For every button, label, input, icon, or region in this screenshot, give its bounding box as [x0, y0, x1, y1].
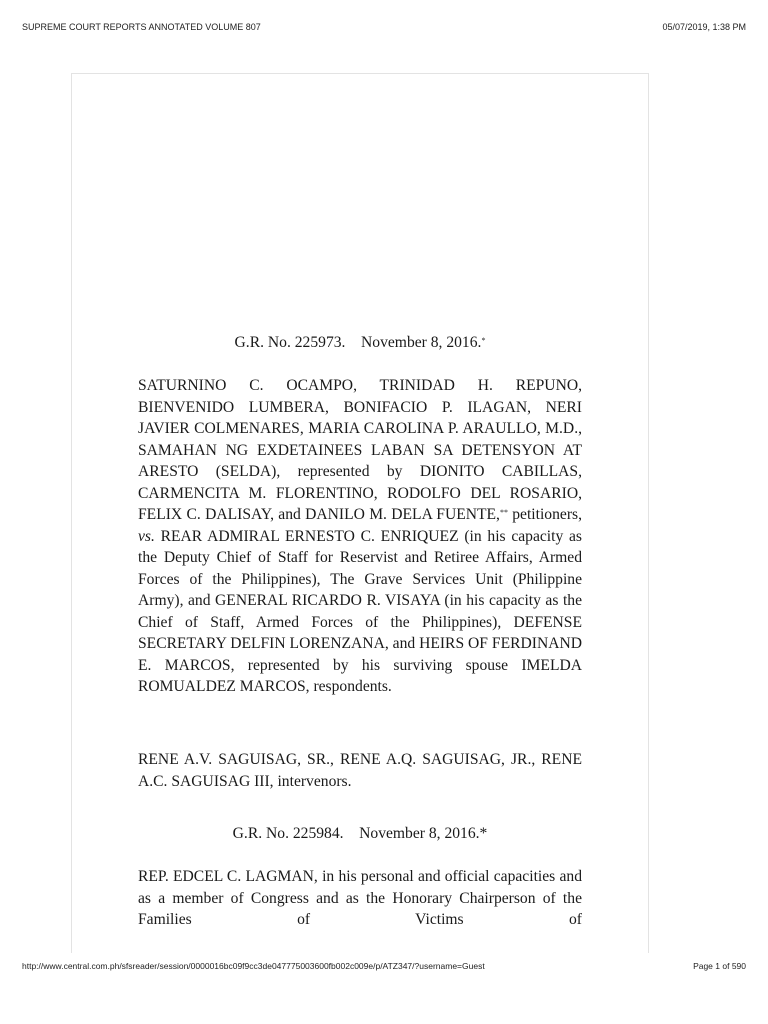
case-1-heading-text: G.R. No. 225973. November 8, 2016. — [234, 334, 482, 351]
case-1-parties-block — [138, 375, 586, 698]
print-header — [22, 22, 746, 36]
print-footer — [22, 961, 746, 975]
case-1-intervenors: RENE A.V. SAGUISAG, SR., RENE A.Q. SAGUISAG, JR., RENE A.C. SAGUISAG III, intervenors. — [138, 751, 582, 790]
case-1-petitioners: SATURNINO C. OCAMPO, TRINIDAD H. REPUNO, BIENVENIDO LUMBERA, BONIFACIO P. ILAGAN, NERI JAVIER COLMENARES, MARIA CAROLINA P. ARAULLO, M.D., SAMAHAN NG EXDETAINEES LABAN SA DETENSYON AT ARESTO (SELDA), represented by DIONITO CABILLAS, CARMENCITA M. FLORENTINO, RODOLFO DEL ROSARIO, FELIX C. DALISAY, and DANILO M. DELA FUENTE, — [138, 377, 582, 523]
print-footer-page-number: Page 1 of 590 — [693, 961, 746, 971]
case-2-parties-block — [138, 866, 582, 931]
case-1-parties — [138, 375, 586, 698]
case-1-parties-footnote-mark: ** — [499, 508, 508, 517]
print-header-title: SUPREME COURT REPORTS ANNOTATED VOLUME 807 — [22, 22, 261, 32]
case-2-parties: REP. EDCEL C. LAGMAN, in his personal and official capacities and as a member of Congress and as the Honorary Chairperson of the Families of Victims of — [138, 868, 582, 928]
case-1-intervenors-block — [138, 749, 582, 792]
case-2-heading: G.R. No. 225984. November 8, 2016.* — [232, 825, 488, 842]
case-1-respondents: REAR ADMIRAL ERNESTO C. ENRIQUEZ (in his capacity as the Deputy Chief of Staff for Reservist and Retiree Affairs, Armed Forces of the Philippines), The Grave Services Unit (Philippine Army), and GENERAL RICARDO R. VISAYA (in his capacity as the Chief of Staff, Armed Forces of the Philippines), DEFENSE SECRETARY DELFIN LORENZANA, and HEIRS OF FERDINAND E. MARCOS, represented by his surviving spouse IMELDA ROMUALDEZ MARCOS, respondents. — [138, 527, 586, 695]
case-1-petitioners-label: petitioners, — [507, 506, 586, 523]
case-2-heading-block — [138, 823, 582, 845]
case-1-heading — [138, 332, 582, 354]
print-header-datetime: 05/07/2019, 1:38 PM — [662, 22, 746, 32]
case-1-heading-block — [138, 332, 582, 354]
case-1-vs: vs. — [138, 527, 155, 545]
print-footer-url: http://www.central.com.ph/sfsreader/session/0000016bc09f9cc3de047775003600fb002c009e/p/ATZ347/?username=Guest — [22, 961, 485, 971]
case-1-heading-footnote-mark: * — [481, 336, 486, 345]
